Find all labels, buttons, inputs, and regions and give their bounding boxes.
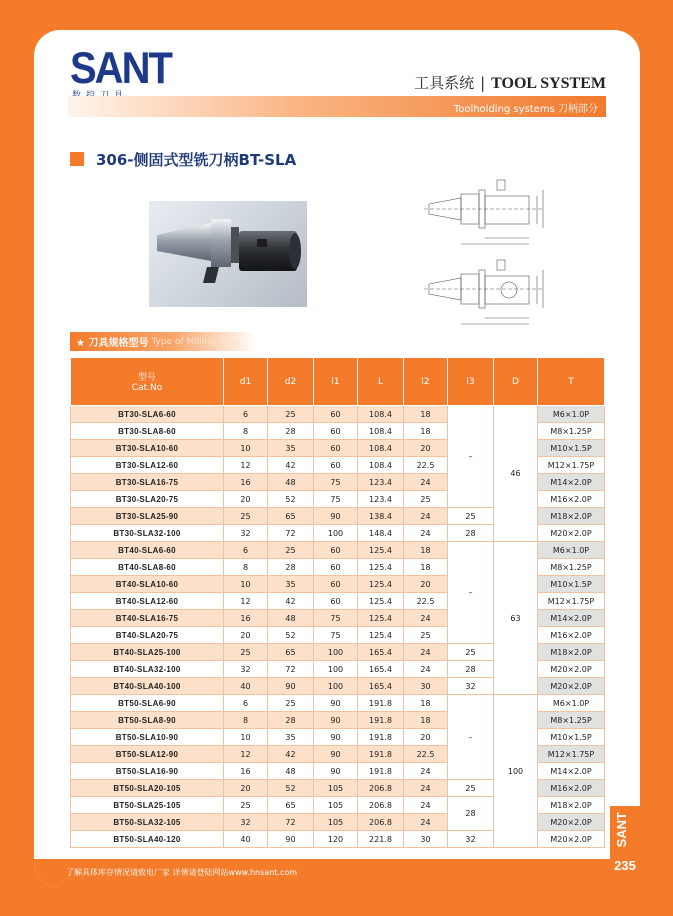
cell-cat: BT50-SLA40-120 bbox=[71, 831, 224, 848]
cell-T: M14×2.0P bbox=[538, 610, 605, 627]
cell-d1: 32 bbox=[224, 814, 268, 831]
cell-L: 206.8 bbox=[358, 814, 404, 831]
cell-d1: 8 bbox=[224, 423, 268, 440]
cell-l3: 28 bbox=[448, 797, 494, 831]
cell-d2: 65 bbox=[268, 644, 314, 661]
cell-cat: BT30-SLA8-60 bbox=[71, 423, 224, 440]
cell-l2: 24 bbox=[404, 508, 448, 525]
cell-T: M18×2.0P bbox=[538, 797, 605, 814]
cell-l1: 75 bbox=[314, 491, 358, 508]
cell-d2: 48 bbox=[268, 610, 314, 627]
cell-L: 125.4 bbox=[358, 627, 404, 644]
cell-l1: 75 bbox=[314, 627, 358, 644]
cell-L: 125.4 bbox=[358, 576, 404, 593]
cell-cat: BT40-SLA16-75 bbox=[71, 610, 224, 627]
cell-l2: 22.5 bbox=[404, 457, 448, 474]
cell-l1: 105 bbox=[314, 797, 358, 814]
cell-L: 148.4 bbox=[358, 525, 404, 542]
table-row bbox=[71, 406, 605, 423]
cell-L: 123.4 bbox=[358, 474, 404, 491]
cell-l1: 60 bbox=[314, 440, 358, 457]
cell-L: 165.4 bbox=[358, 678, 404, 695]
cell-L: 123.4 bbox=[358, 491, 404, 508]
cell-T: M8×1.25P bbox=[538, 423, 605, 440]
section-header bbox=[70, 332, 256, 351]
cell-l2: 30 bbox=[404, 831, 448, 848]
cell-d2: 42 bbox=[268, 457, 314, 474]
cell-l1: 90 bbox=[314, 729, 358, 746]
cell-d2: 28 bbox=[268, 559, 314, 576]
cell-cat: BT40-SLA6-60 bbox=[71, 542, 224, 559]
cell-cat: BT50-SLA16-90 bbox=[71, 763, 224, 780]
cell-d2: 25 bbox=[268, 695, 314, 712]
cell-d2: 72 bbox=[268, 661, 314, 678]
cell-l2: 24 bbox=[404, 780, 448, 797]
cell-L: 125.4 bbox=[358, 593, 404, 610]
cell-d2: 35 bbox=[268, 440, 314, 457]
cell-d1: 20 bbox=[224, 491, 268, 508]
cell-l2: 20 bbox=[404, 729, 448, 746]
cell-T: M14×2.0P bbox=[538, 474, 605, 491]
cell-d2: 72 bbox=[268, 525, 314, 542]
cell-l1: 60 bbox=[314, 457, 358, 474]
cell-T: M20×2.0P bbox=[538, 831, 605, 848]
cell-T: M10×1.5P bbox=[538, 576, 605, 593]
table-row bbox=[71, 542, 605, 559]
cell-cat: BT40-SLA32-100 bbox=[71, 661, 224, 678]
cell-l1: 90 bbox=[314, 746, 358, 763]
cell-l3: 32 bbox=[448, 678, 494, 695]
section-header-cn: ★ 刀具规格型号 bbox=[76, 338, 149, 349]
cell-l3: 25 bbox=[448, 780, 494, 797]
cell-cat: BT50-SLA12-90 bbox=[71, 746, 224, 763]
footer-bar bbox=[34, 859, 640, 888]
cell-l1: 90 bbox=[314, 695, 358, 712]
cell-T: M20×2.0P bbox=[538, 525, 605, 542]
spec-table bbox=[70, 357, 605, 848]
cell-l2: 18 bbox=[404, 423, 448, 440]
cell-L: 221.8 bbox=[358, 831, 404, 848]
cell-T: M10×1.5P bbox=[538, 729, 605, 746]
cell-cat: BT40-SLA8-60 bbox=[71, 559, 224, 576]
table-header-row bbox=[71, 358, 605, 406]
cell-l1: 90 bbox=[314, 712, 358, 729]
cell-T: M6×1.0P bbox=[538, 542, 605, 559]
cell-d2: 25 bbox=[268, 542, 314, 559]
cell-L: 165.4 bbox=[358, 644, 404, 661]
page-number: 235 bbox=[614, 858, 636, 873]
cell-T: M16×2.0P bbox=[538, 780, 605, 797]
cell-l2: 25 bbox=[404, 491, 448, 508]
cell-d1: 10 bbox=[224, 576, 268, 593]
cell-cat: BT50-SLA8-90 bbox=[71, 712, 224, 729]
cell-l3: 28 bbox=[448, 661, 494, 678]
section-header-en: Type of Milling Tools bbox=[151, 336, 241, 347]
cell-T: M6×1.0P bbox=[538, 695, 605, 712]
cell-l1: 100 bbox=[314, 678, 358, 695]
cell-l3: – bbox=[448, 406, 494, 508]
logo-brand: SANT bbox=[70, 44, 171, 94]
system-title-en: TOOL SYSTEM bbox=[491, 75, 606, 92]
header-cat: 型号 Cat.No bbox=[71, 358, 224, 406]
cell-cat: BT40-SLA10-60 bbox=[71, 576, 224, 593]
cell-cat: BT50-SLA32-105 bbox=[71, 814, 224, 831]
heading-square-icon bbox=[70, 152, 84, 166]
cell-l2: 24 bbox=[404, 661, 448, 678]
cell-l2: 22.5 bbox=[404, 746, 448, 763]
title-separator: | bbox=[480, 74, 486, 92]
cell-l2: 24 bbox=[404, 814, 448, 831]
header-l3: l3 bbox=[448, 358, 494, 406]
cell-d1: 12 bbox=[224, 746, 268, 763]
cell-l1: 75 bbox=[314, 474, 358, 491]
cell-l1: 60 bbox=[314, 542, 358, 559]
cell-d2: 42 bbox=[268, 746, 314, 763]
cell-L: 206.8 bbox=[358, 797, 404, 814]
cell-l1: 105 bbox=[314, 780, 358, 797]
cell-T: M20×2.0P bbox=[538, 814, 605, 831]
cell-l1: 120 bbox=[314, 831, 358, 848]
cell-d1: 16 bbox=[224, 610, 268, 627]
cell-d1: 32 bbox=[224, 525, 268, 542]
cell-T: M12×1.75P bbox=[538, 746, 605, 763]
cell-T: M16×2.0P bbox=[538, 627, 605, 644]
cell-cat: BT40-SLA40-100 bbox=[71, 678, 224, 695]
cell-T: M10×1.5P bbox=[538, 440, 605, 457]
header-T: T bbox=[538, 358, 605, 406]
cell-d2: 65 bbox=[268, 508, 314, 525]
cell-l1: 105 bbox=[314, 814, 358, 831]
cell-D: 46 bbox=[494, 406, 538, 542]
cell-cat: BT30-SLA12-60 bbox=[71, 457, 224, 474]
cell-d2: 52 bbox=[268, 491, 314, 508]
cell-l3: – bbox=[448, 542, 494, 644]
cell-L: 108.4 bbox=[358, 406, 404, 423]
page-tab bbox=[610, 806, 640, 888]
banner-text: Toolholding systems 刀柄部分 bbox=[453, 104, 598, 115]
cell-cat: BT30-SLA32-100 bbox=[71, 525, 224, 542]
cell-l2: 22.5 bbox=[404, 593, 448, 610]
cell-l2: 18 bbox=[404, 712, 448, 729]
cell-d2: 65 bbox=[268, 797, 314, 814]
cell-l2: 18 bbox=[404, 406, 448, 423]
cell-T: M18×2.0P bbox=[538, 508, 605, 525]
cell-l3: 25 bbox=[448, 644, 494, 661]
technical-drawing-bottom bbox=[419, 256, 554, 331]
cell-T: M20×2.0P bbox=[538, 661, 605, 678]
cell-T: M6×1.0P bbox=[538, 406, 605, 423]
cell-L: 191.8 bbox=[358, 729, 404, 746]
cell-l1: 60 bbox=[314, 406, 358, 423]
cell-l2: 24 bbox=[404, 610, 448, 627]
header-d1: d1 bbox=[224, 358, 268, 406]
product-photo bbox=[149, 201, 307, 307]
cell-T: M8×1.25P bbox=[538, 559, 605, 576]
cell-d2: 90 bbox=[268, 678, 314, 695]
cell-l3: 28 bbox=[448, 525, 494, 542]
cell-l2: 18 bbox=[404, 542, 448, 559]
cell-d2: 35 bbox=[268, 576, 314, 593]
cell-d1: 10 bbox=[224, 729, 268, 746]
cell-l2: 18 bbox=[404, 695, 448, 712]
table-row bbox=[71, 695, 605, 712]
cell-d1: 25 bbox=[224, 508, 268, 525]
cell-d1: 12 bbox=[224, 457, 268, 474]
system-title bbox=[414, 72, 606, 93]
cell-cat: BT50-SLA20-105 bbox=[71, 780, 224, 797]
cell-l1: 100 bbox=[314, 644, 358, 661]
cell-L: 191.8 bbox=[358, 763, 404, 780]
cell-d1: 20 bbox=[224, 627, 268, 644]
header-L: L bbox=[358, 358, 404, 406]
cell-d1: 25 bbox=[224, 644, 268, 661]
cell-d1: 10 bbox=[224, 440, 268, 457]
cell-l3: 25 bbox=[448, 508, 494, 525]
cell-T: M20×2.0P bbox=[538, 678, 605, 695]
cell-l2: 24 bbox=[404, 763, 448, 780]
cell-l1: 100 bbox=[314, 661, 358, 678]
cell-d1: 32 bbox=[224, 661, 268, 678]
toolholder-image bbox=[149, 201, 307, 307]
cell-d1: 20 bbox=[224, 780, 268, 797]
cell-d1: 6 bbox=[224, 406, 268, 423]
cell-l1: 60 bbox=[314, 559, 358, 576]
header-d2: d2 bbox=[268, 358, 314, 406]
cell-cat: BT30-SLA16-75 bbox=[71, 474, 224, 491]
cell-l2: 30 bbox=[404, 678, 448, 695]
cell-l1: 90 bbox=[314, 763, 358, 780]
cell-d2: 25 bbox=[268, 406, 314, 423]
cell-l3: 32 bbox=[448, 831, 494, 848]
cell-L: 191.8 bbox=[358, 695, 404, 712]
cell-d2: 28 bbox=[268, 423, 314, 440]
cell-cat: BT30-SLA20-75 bbox=[71, 491, 224, 508]
cell-D: 100 bbox=[494, 695, 538, 848]
cell-d1: 8 bbox=[224, 559, 268, 576]
cell-L: 165.4 bbox=[358, 661, 404, 678]
cell-d2: 35 bbox=[268, 729, 314, 746]
cell-l1: 60 bbox=[314, 423, 358, 440]
catalog-page bbox=[34, 30, 640, 888]
cell-l1: 100 bbox=[314, 525, 358, 542]
cell-d2: 52 bbox=[268, 780, 314, 797]
cell-l1: 60 bbox=[314, 576, 358, 593]
cell-L: 138.4 bbox=[358, 508, 404, 525]
header-l1: l1 bbox=[314, 358, 358, 406]
cell-L: 191.8 bbox=[358, 712, 404, 729]
cell-d2: 48 bbox=[268, 763, 314, 780]
cell-T: M14×2.0P bbox=[538, 763, 605, 780]
cell-cat: BT40-SLA25-100 bbox=[71, 644, 224, 661]
cell-d1: 6 bbox=[224, 695, 268, 712]
table-body bbox=[71, 406, 605, 848]
cell-l1: 90 bbox=[314, 508, 358, 525]
cell-l2: 24 bbox=[404, 797, 448, 814]
cell-L: 206.8 bbox=[358, 780, 404, 797]
cell-d1: 6 bbox=[224, 542, 268, 559]
cell-d1: 25 bbox=[224, 797, 268, 814]
cell-cat: BT50-SLA25-105 bbox=[71, 797, 224, 814]
cell-T: M12×1.75P bbox=[538, 593, 605, 610]
cell-d2: 42 bbox=[268, 593, 314, 610]
cell-d2: 72 bbox=[268, 814, 314, 831]
cell-d1: 16 bbox=[224, 763, 268, 780]
cell-L: 125.4 bbox=[358, 610, 404, 627]
cell-cat: BT40-SLA20-75 bbox=[71, 627, 224, 644]
cell-cat: BT30-SLA25-90 bbox=[71, 508, 224, 525]
cell-d2: 90 bbox=[268, 831, 314, 848]
cell-L: 125.4 bbox=[358, 559, 404, 576]
cell-l2: 18 bbox=[404, 559, 448, 576]
cell-d1: 12 bbox=[224, 593, 268, 610]
cell-L: 108.4 bbox=[358, 457, 404, 474]
cell-l3: – bbox=[448, 695, 494, 780]
footer-text: 了解具体库存情况请致电厂家 详情请登陆网站www.hnsant.com bbox=[66, 868, 298, 877]
system-title-cn: 工具系统 bbox=[414, 74, 475, 92]
cell-cat: BT40-SLA12-60 bbox=[71, 593, 224, 610]
cell-L: 125.4 bbox=[358, 542, 404, 559]
side-tab-brand: SANT bbox=[614, 812, 629, 848]
sant-logo bbox=[70, 44, 171, 102]
cell-T: M18×2.0P bbox=[538, 644, 605, 661]
cell-cat: BT30-SLA10-60 bbox=[71, 440, 224, 457]
cell-T: M12×1.75P bbox=[538, 457, 605, 474]
product-title: 306-侧固式型铣刀柄BT-SLA bbox=[96, 150, 297, 169]
cell-d1: 40 bbox=[224, 678, 268, 695]
cell-d1: 40 bbox=[224, 831, 268, 848]
cell-l2: 24 bbox=[404, 525, 448, 542]
cell-d1: 8 bbox=[224, 712, 268, 729]
technical-drawing-top bbox=[419, 176, 554, 251]
header-D: D bbox=[494, 358, 538, 406]
cell-l2: 25 bbox=[404, 627, 448, 644]
cell-l2: 24 bbox=[404, 474, 448, 491]
cell-l2: 24 bbox=[404, 644, 448, 661]
product-heading bbox=[70, 149, 296, 169]
cell-l2: 20 bbox=[404, 576, 448, 593]
cell-cat: BT50-SLA6-90 bbox=[71, 695, 224, 712]
cell-d1: 16 bbox=[224, 474, 268, 491]
cell-cat: BT50-SLA10-90 bbox=[71, 729, 224, 746]
cell-T: M16×2.0P bbox=[538, 491, 605, 508]
cell-l2: 20 bbox=[404, 440, 448, 457]
header-l2: l2 bbox=[404, 358, 448, 406]
cell-d2: 28 bbox=[268, 712, 314, 729]
cell-d2: 52 bbox=[268, 627, 314, 644]
cell-T: M8×1.25P bbox=[538, 712, 605, 729]
cell-d2: 48 bbox=[268, 474, 314, 491]
cell-L: 108.4 bbox=[358, 423, 404, 440]
cell-L: 108.4 bbox=[358, 440, 404, 457]
cell-l1: 75 bbox=[314, 610, 358, 627]
cell-D: 63 bbox=[494, 542, 538, 695]
cell-cat: BT30-SLA6-60 bbox=[71, 406, 224, 423]
cell-l1: 60 bbox=[314, 593, 358, 610]
cell-L: 191.8 bbox=[358, 746, 404, 763]
header-banner bbox=[68, 96, 606, 117]
